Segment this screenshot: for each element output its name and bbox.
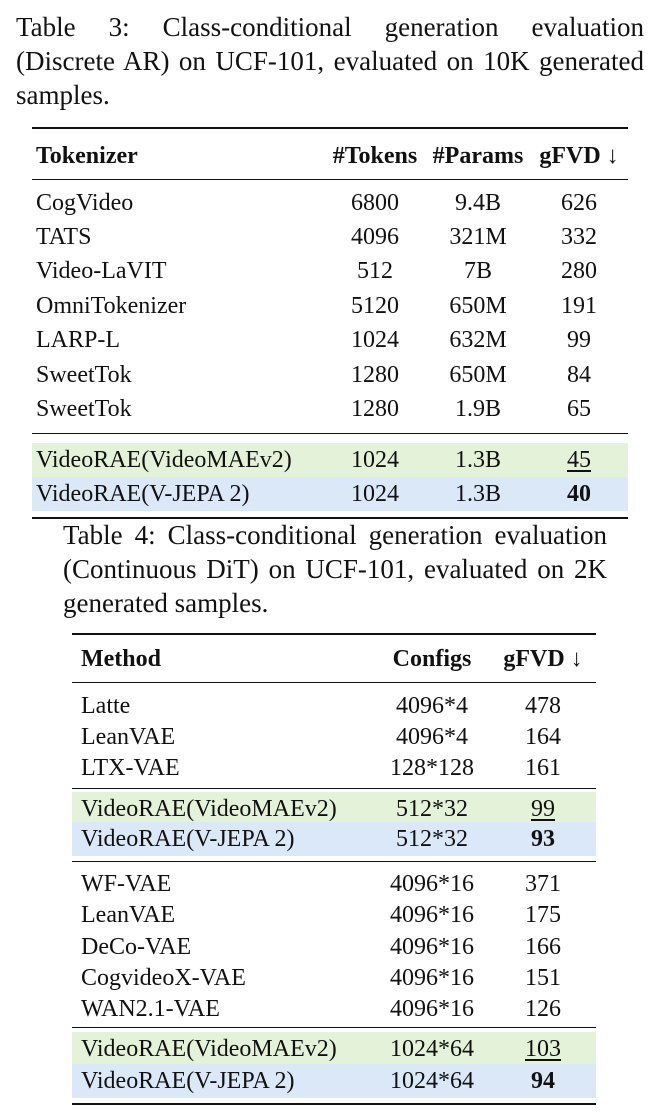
table-row (32, 358, 628, 392)
cell-tokens: 5120 (351, 293, 399, 319)
cell-method: VideoRAE(V-JEPA 2) (81, 826, 295, 852)
cell-method: LeanVAE (81, 902, 176, 928)
cell-configs: 128*128 (390, 755, 474, 781)
cell-gfvd: 65 (567, 396, 591, 422)
cell-gfvd-best: 40 (567, 481, 591, 507)
cell-method: LTX-VAE (81, 755, 180, 781)
cell-gfvd-second-best: 45 (567, 447, 591, 473)
cell-tokenizer: CogVideo (36, 190, 134, 216)
table4-label: Table 4: (63, 520, 156, 550)
cell-params: 1.3B (454, 447, 501, 473)
cell-tokens: 512 (357, 258, 393, 284)
cell-gfvd-second-best: 103 (525, 1036, 561, 1062)
cell-method: VideoRAE(VideoMAEv2) (81, 796, 337, 822)
cell-gfvd-best: 94 (531, 1068, 555, 1094)
cell-tokenizer: TATS (36, 224, 92, 250)
cell-method: CogvideoX-VAE (81, 965, 246, 991)
cell-configs: 4096*16 (390, 871, 474, 897)
table4-header-rule (72, 682, 596, 683)
cell-params: 1.3B (454, 481, 501, 507)
cell-tokenizer: Video-LaVIT (36, 258, 167, 284)
cell-configs: 1024*64 (390, 1068, 474, 1094)
cell-gfvd-best: 93 (531, 826, 555, 852)
table-row (72, 867, 596, 901)
cell-params: 1.9B (454, 396, 501, 422)
table4-header-row (72, 642, 596, 676)
table-row (72, 720, 596, 754)
cell-params: 9.4B (454, 190, 501, 216)
table4-caption-text: Class-conditional generation evaluation (Continuous DiT) on UCF-101, evaluated on 2K generated samples. (63, 520, 608, 618)
cell-gfvd: 175 (525, 902, 561, 928)
table-row (32, 186, 628, 220)
cell-method: Latte (81, 693, 131, 719)
cell-gfvd-second-best: 99 (531, 796, 555, 822)
header-tokenizer: Tokenizer (36, 143, 138, 169)
table-row (32, 254, 628, 288)
cell-tokens: 1024 (351, 481, 399, 507)
table-row (72, 751, 596, 785)
cell-gfvd: 99 (567, 327, 591, 353)
cell-gfvd: 166 (525, 934, 561, 960)
cell-tokenizer: LARP-L (36, 327, 120, 353)
table3-label: Table 3: (16, 12, 130, 42)
header-method: Method (81, 646, 161, 672)
cell-params: 321M (449, 224, 507, 250)
cell-gfvd: 371 (525, 871, 561, 897)
cell-configs: 4096*4 (396, 724, 468, 750)
table-row (32, 289, 628, 323)
cell-gfvd: 126 (525, 996, 561, 1022)
cell-method: WAN2.1-VAE (81, 996, 220, 1022)
table4 (72, 633, 596, 1105)
table-row-ours (72, 1064, 596, 1098)
cell-method: DeCo-VAE (81, 934, 192, 960)
cell-tokens: 1280 (351, 362, 399, 388)
table-row (72, 961, 596, 995)
cell-configs: 4096*16 (390, 934, 474, 960)
cell-gfvd: 84 (567, 362, 591, 388)
table-row-ours (72, 792, 596, 826)
table3 (32, 127, 628, 519)
cell-configs: 4096*4 (396, 693, 468, 719)
cell-params: 650M (449, 362, 507, 388)
cell-tokenizer: VideoRAE(V-JEPA 2) (36, 481, 250, 507)
cell-params: 632M (449, 327, 507, 353)
cell-configs: 4096*16 (390, 965, 474, 991)
cell-tokens: 1024 (351, 327, 399, 353)
cell-params: 7B (463, 258, 492, 284)
table-row (32, 323, 628, 357)
cell-tokens: 1024 (351, 447, 399, 473)
table4-group1-rule (72, 788, 596, 789)
cell-configs: 512*32 (396, 826, 468, 852)
table-row (72, 992, 596, 1026)
cell-method: LeanVAE (81, 724, 176, 750)
cell-gfvd: 161 (525, 755, 561, 781)
cell-gfvd: 626 (561, 190, 597, 216)
cell-tokenizer: SweetTok (36, 396, 132, 422)
table-row-ours (32, 443, 628, 477)
table-row-ours (72, 1032, 596, 1066)
cell-tokenizer: OmniTokenizer (36, 293, 187, 319)
table3-group-rule (32, 433, 628, 434)
cell-configs: 4096*16 (390, 996, 474, 1022)
table-row (32, 220, 628, 254)
cell-method: VideoRAE(VideoMAEv2) (81, 1036, 337, 1062)
table-row (72, 689, 596, 723)
header-configs: Configs (392, 646, 472, 672)
header-params: #Params (432, 143, 524, 169)
header-gfvd: gFVD ↓ (539, 143, 619, 169)
cell-gfvd: 478 (525, 693, 561, 719)
cell-gfvd: 280 (561, 258, 597, 284)
table-row (72, 898, 596, 932)
table3-caption (16, 10, 644, 112)
cell-tokenizer: SweetTok (36, 362, 132, 388)
cell-tokens: 4096 (351, 224, 399, 250)
header-tokens: #Tokens (332, 143, 418, 169)
cell-params: 650M (449, 293, 507, 319)
cell-tokenizer: VideoRAE(VideoMAEv2) (36, 447, 292, 473)
cell-gfvd: 164 (525, 724, 561, 750)
cell-gfvd: 332 (561, 224, 597, 250)
table3-caption-text: Class-conditional generation evaluation (Discrete AR) on UCF-101, evaluated on 10K generated samples. (16, 12, 645, 110)
cell-tokens: 1280 (351, 396, 399, 422)
table3-header-row (32, 139, 628, 173)
cell-method: WF-VAE (81, 871, 172, 897)
cell-configs: 4096*16 (390, 902, 474, 928)
cell-tokens: 6800 (351, 190, 399, 216)
table4-group-rule (72, 861, 596, 862)
table4-caption (63, 518, 607, 620)
cell-gfvd: 151 (525, 965, 561, 991)
cell-configs: 512*32 (396, 796, 468, 822)
cell-configs: 1024*64 (390, 1036, 474, 1062)
header-gfvd: gFVD ↓ (503, 646, 583, 672)
table-row-ours (72, 822, 596, 856)
table-row (32, 392, 628, 426)
table-row-ours (32, 477, 628, 511)
table3-header-rule (32, 179, 628, 180)
table-row (72, 930, 596, 964)
cell-method: VideoRAE(V-JEPA 2) (81, 1068, 295, 1094)
table4-group2-rule (72, 1027, 596, 1028)
cell-gfvd: 191 (561, 293, 597, 319)
